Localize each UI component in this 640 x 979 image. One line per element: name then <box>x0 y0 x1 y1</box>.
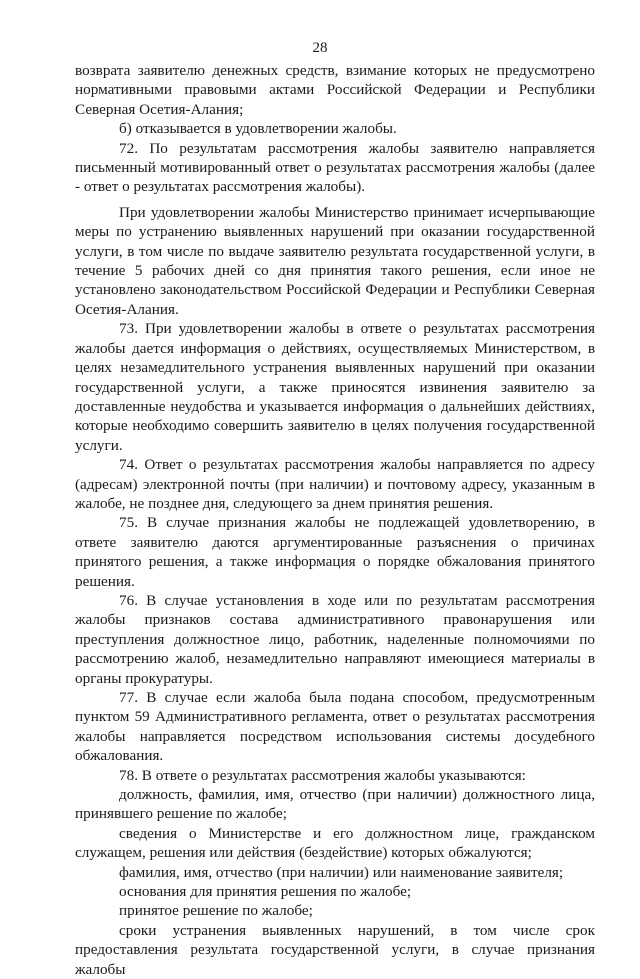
paragraph: 73. При удовлетворении жалобы в ответе о результатах рассмотрения жалобы дается информация о действиях, осуществляемых Министерством, в целях незамедлительного устранения выявленных нарушений при оказании государственной услуги, а также приносятся извинения заявителю за доставленные неудобства и указывается информация о дальнейших действиях, которые необходимо совершить заявителю в целях получения государственной услуги. <box>75 320 595 454</box>
document-body <box>75 61 595 979</box>
paragraph: фамилия, имя, отчество (при наличии) или наименование заявителя; <box>119 863 564 881</box>
paragraph: 78. В ответе о результатах рассмотрения жалобы указываются: <box>119 766 526 784</box>
paragraph: 74. Ответ о результатах рассмотрения жалобы направляется по адресу (адресам) электронной почты (при наличии) и почтовому адресу, указанным в жалобе, не позднее дня, следующего за днем принятия решения. <box>75 456 595 512</box>
paragraph: принятое решение по жалобе; <box>119 902 313 920</box>
paragraph: возврата заявителю денежных средств, взимание которых не предусмотрено нормативными правовыми актами Российской Федерации и Республики Северная Осетия-Алания; <box>75 62 595 118</box>
paragraph: б) отказывается в удовлетворении жалобы. <box>119 120 397 138</box>
paragraph: должность, фамилия, имя, отчество (при наличии) должностного лица, принявшего решение по жалобе; <box>75 786 595 823</box>
paragraph: 77. В случае если жалоба была подана способом, предусмотренным пунктом 59 Административного регламента, ответ о результатах рассмотрения жалобы направляется посредством использования системы досудебного обжалования. <box>75 689 595 765</box>
paragraph: сроки устранения выявленных нарушений, в том числе срок предоставления результата государственной услуги, в случае признания жалобы <box>75 921 595 978</box>
paragraph: сведения о Министерстве и его должностном лице, гражданском служащем, решения или действия (бездействие) которых обжалуются; <box>75 824 595 862</box>
page-number: 28 <box>312 40 328 56</box>
paragraph: основания для принятия решения по жалобе; <box>119 883 412 901</box>
paragraph: 72. По результатам рассмотрения жалобы заявителю направляется письменный мотивированный ответ о результатах рассмотрения жалобы (далее - ответ о результатах рассмотрения жалобы). <box>75 139 595 196</box>
paragraph: 75. В случае признания жалобы не подлежащей удовлетворению, в ответе заявителю даются аргументированные разъяснения о причинах принятого решения, а также информация о порядке обжалования принятого решения. <box>75 514 595 590</box>
paragraph: 76. В случае установления в ходе или по результатам рассмотрения жалобы признаков состава административного правонарушения или преступления должностное лицо, работник, наделенные полномочиями по рассмотрению жалоб, незамедлительно направляют имеющиеся материалы в органы прокуратуры. <box>75 591 595 687</box>
paragraph: При удовлетворении жалобы Министерство принимает исчерпывающие меры по устранению выявленных нарушений при оказании государственной услуги, в том числе по выдаче заявителю результата государственной услуги, в течение 5 рабочих дней со дня принятия такого решения, если иное не установлено законодательством Российской Федерации и Республики Северная Осетия-Алания. <box>75 203 595 318</box>
